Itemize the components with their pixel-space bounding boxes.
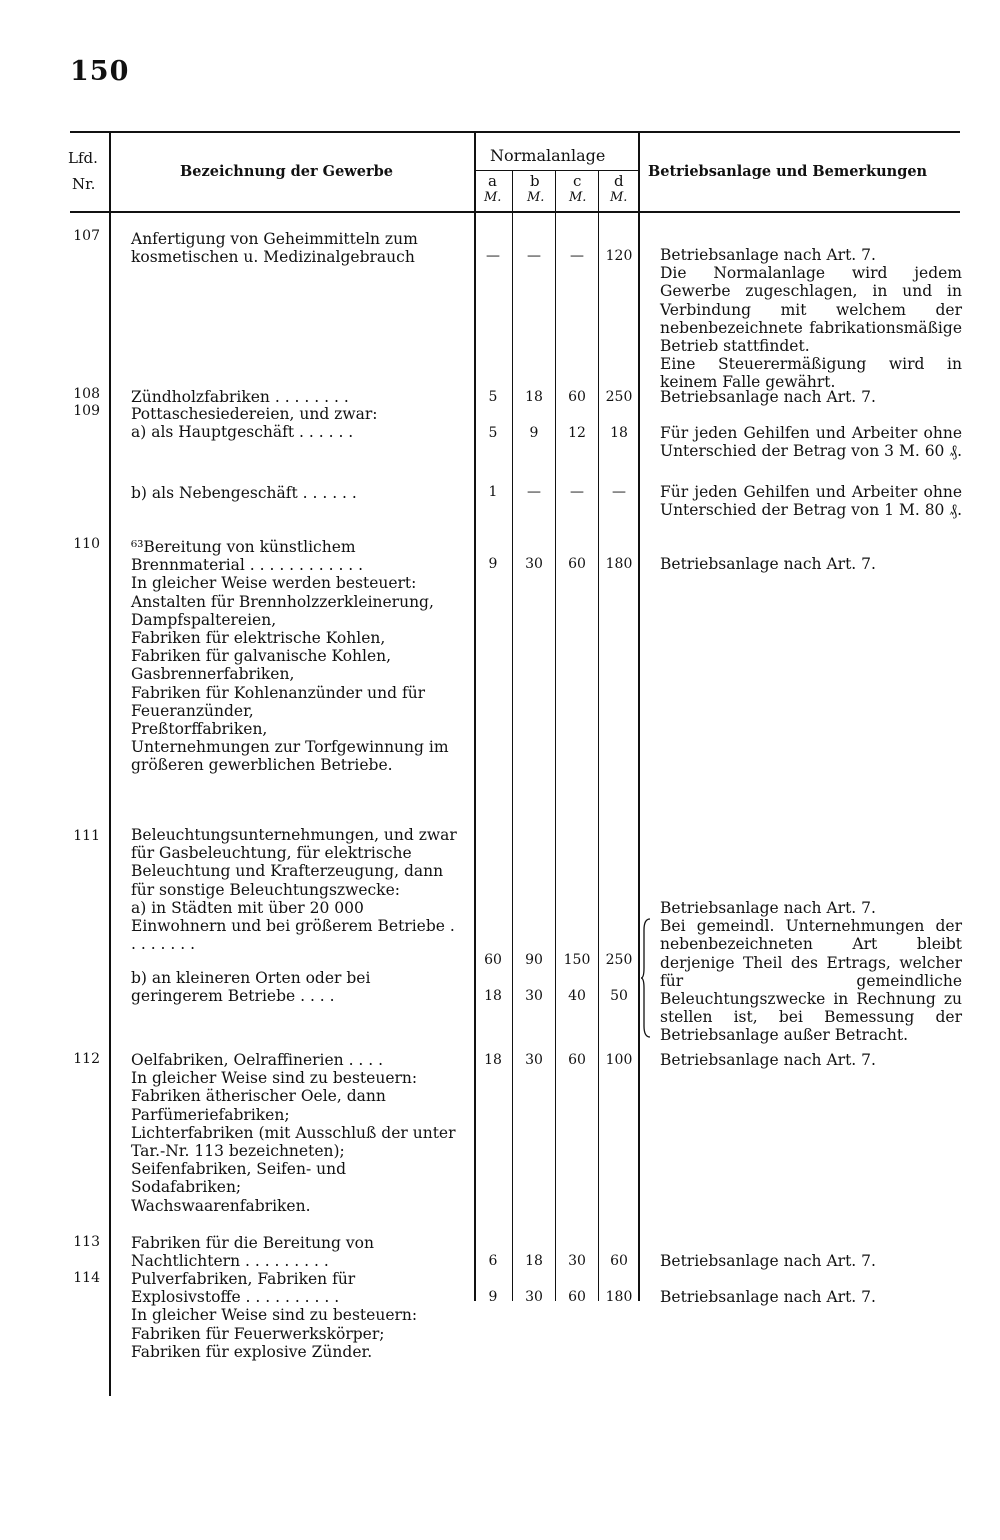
row-114-c: 60 (568, 1289, 586, 1305)
col-divider-d (638, 131, 640, 1301)
row-108-c: 60 (568, 389, 586, 405)
header-betrieb: Betriebsanlage und Bemerkungen (648, 163, 928, 180)
row-108-a: 5 (488, 389, 498, 405)
col-divider-text (474, 131, 476, 1301)
row-text-109a: Pottaschesiedereien, und zwar: a) als Hauptgeschäft . . . . . . (131, 405, 378, 442)
header-bezeichnung: Bezeichnung der Gewerbe (180, 163, 394, 180)
row-111b-b: 30 (525, 988, 543, 1004)
row-remark-108: Betriebsanlage nach Art. 7. (660, 388, 876, 406)
row-109a-c: 12 (568, 425, 586, 441)
row-113-c: 30 (568, 1253, 586, 1269)
row-113-a: 6 (488, 1253, 498, 1269)
header-nr: Nr. (72, 175, 96, 193)
table-top-rule (70, 131, 960, 133)
curly-brace-icon (641, 918, 651, 1038)
row-text-109b: b) als Nebengeschäft . . . . . . (131, 484, 357, 502)
row-107-a: — (486, 248, 500, 264)
row-text-111a: Beleuchtungsunternehmungen, und zwar für Gasbeleuchtung, für elektrische Beleuchtung und Krafterzeugung, dann für sonstige Beleuchtungszwecke: a) in Städten mit über 20 000 Einwohnern und bei größerem Betriebe . . . . . . . . (131, 826, 457, 954)
row-remark-107: Betriebsanlage nach Art. 7. Die Normalanlage wird jedem Gewerbe zugeschlagen, in und in Verbindung mit welchem der nebenbezeichnete fabrikationsmäßige Betrieb stattfindet. Eine Steuerermäßigung wird in keinem Falle gewährt. (660, 246, 962, 392)
row-text-113: Fabriken für die Bereitung von Nachtlichtern . . . . . . . . . (131, 1234, 374, 1271)
row-109b-d: — (612, 484, 626, 500)
row-112-a: 18 (484, 1052, 502, 1068)
row-110-a: 9 (488, 556, 498, 572)
header-unit-b: M. (527, 190, 545, 205)
row-111b-c: 40 (568, 988, 586, 1004)
row-110-b: 30 (525, 556, 543, 572)
row-112-c: 60 (568, 1052, 586, 1068)
col-divider-a (512, 170, 513, 1301)
header-unit-a: M. (484, 190, 502, 205)
header-unit-c: M. (569, 190, 587, 205)
row-text-114: Pulverfabriken, Fabriken für Explosivstoffe . . . . . . . . . . In gleicher Weise sind zu besteuern: Fabriken für Feuerwerkskörper; Fabriken für explosive Zünder. (131, 1270, 418, 1361)
header-col-b: b (530, 172, 540, 190)
row-nr-108: 108 (73, 386, 100, 402)
row-112-d: 100 (605, 1052, 633, 1068)
row-text-110: ⁶³Bereitung von künstlichem Brennmaterial . . . . . . . . . . . . In gleicher Weise werden besteuert: Anstalten für Brennholzzerkleinerung, Dampfspaltereien, Fabriken für elektrische Kohlen, Fabriken für galvanische Kohlen, Gasbrennerfabriken, Fabriken für Kohlenanzünder und für Feueranzünder, Preßtorffabriken, Unternehmungen zur Torfgewinnung im größeren gewerblichen Betriebe. (131, 538, 449, 775)
col-divider-nr (109, 131, 111, 1396)
row-109a-b: 9 (529, 425, 539, 441)
row-nr-110: 110 (73, 536, 100, 552)
page-number: 150 (70, 56, 130, 87)
row-111b-d: 50 (610, 988, 628, 1004)
header-col-d: d (614, 172, 624, 190)
row-113-d: 60 (610, 1253, 628, 1269)
row-remark-114: Betriebsanlage nach Art. 7. (660, 1288, 876, 1306)
row-text-112: Oelfabriken, Oelraffinerien . . . . In gleicher Weise sind zu besteuern: Fabriken ätherischer Oele, dann Parfümeriefabriken; Lichterfabriken (mit Ausschluß der unter Tar.-Nr. 113 bezeichneten); Seifenfabriken, Seifen- und Sodafabriken; Wachswaarenfabriken. (131, 1051, 456, 1215)
header-normalanlage: Normalanlage (490, 146, 606, 165)
row-107-d: 120 (605, 248, 633, 264)
row-nr-113: 113 (73, 1234, 100, 1250)
row-111a-c: 150 (563, 952, 591, 968)
normalanlage-sub-rule (474, 170, 638, 171)
row-nr-112: 112 (73, 1051, 100, 1067)
row-109a-d: 18 (610, 425, 628, 441)
col-divider-b (555, 170, 556, 1301)
col-divider-c (598, 170, 599, 1301)
row-109b-c: — (570, 484, 584, 500)
row-text-107: Anfertigung von Geheimmitteln zum kosmetischen u. Medizinalgebrauch (131, 230, 418, 267)
row-114-d: 180 (605, 1289, 633, 1305)
header-col-c: c (573, 172, 582, 190)
row-107-c: — (570, 248, 584, 264)
row-107-b: — (527, 248, 541, 264)
row-nr-111: 111 (73, 828, 100, 844)
row-109b-b: — (527, 484, 541, 500)
row-108-d: 250 (605, 389, 633, 405)
row-112-b: 30 (525, 1052, 543, 1068)
row-108-b: 18 (525, 389, 543, 405)
row-114-b: 30 (525, 1289, 543, 1305)
row-text-108: Zündholzfabriken . . . . . . . . (131, 388, 349, 406)
row-111b-a: 18 (484, 988, 502, 1004)
row-remark-109a: Für jeden Gehilfen und Arbeiter ohne Unterschied der Betrag von 3 M. 60 ₰. (660, 424, 963, 461)
header-bottom-rule (70, 211, 960, 213)
row-114-a: 9 (488, 1289, 498, 1305)
row-remark-113: Betriebsanlage nach Art. 7. (660, 1252, 876, 1270)
row-109a-a: 5 (488, 425, 498, 441)
header-lfd: Lfd. (68, 149, 98, 167)
row-text-111b: b) an kleineren Orten oder bei geringerem Betriebe . . . . (131, 969, 371, 1006)
row-111a-a: 60 (484, 952, 502, 968)
row-nr-114: 114 (73, 1270, 100, 1286)
row-109b-a: 1 (488, 484, 498, 500)
row-111a-b: 90 (525, 952, 543, 968)
row-nr-109: 109 (73, 403, 100, 419)
row-110-c: 60 (568, 556, 586, 572)
row-remark-109b: Für jeden Gehilfen und Arbeiter ohne Unterschied der Betrag von 1 M. 80 ₰. (660, 483, 963, 520)
row-nr-107: 107 (73, 228, 100, 244)
row-remark-111: Betriebsanlage nach Art. 7. Bei gemeindl. Unternehmungen der nebenbezeichneten Art bleibt derjenige Theil des Ertrags, welcher für gemeindliche Beleuchtungszwecke in Rechnung zu stellen ist, bei Bemessung der Betriebsanlage außer Betracht. (660, 899, 962, 1045)
row-110-d: 180 (605, 556, 633, 572)
row-remark-110: Betriebsanlage nach Art. 7. (660, 555, 876, 573)
row-remark-112: Betriebsanlage nach Art. 7. (660, 1051, 876, 1069)
header-unit-d: M. (610, 190, 628, 205)
header-col-a: a (488, 172, 497, 190)
row-111a-d: 250 (605, 952, 633, 968)
row-113-b: 18 (525, 1253, 543, 1269)
